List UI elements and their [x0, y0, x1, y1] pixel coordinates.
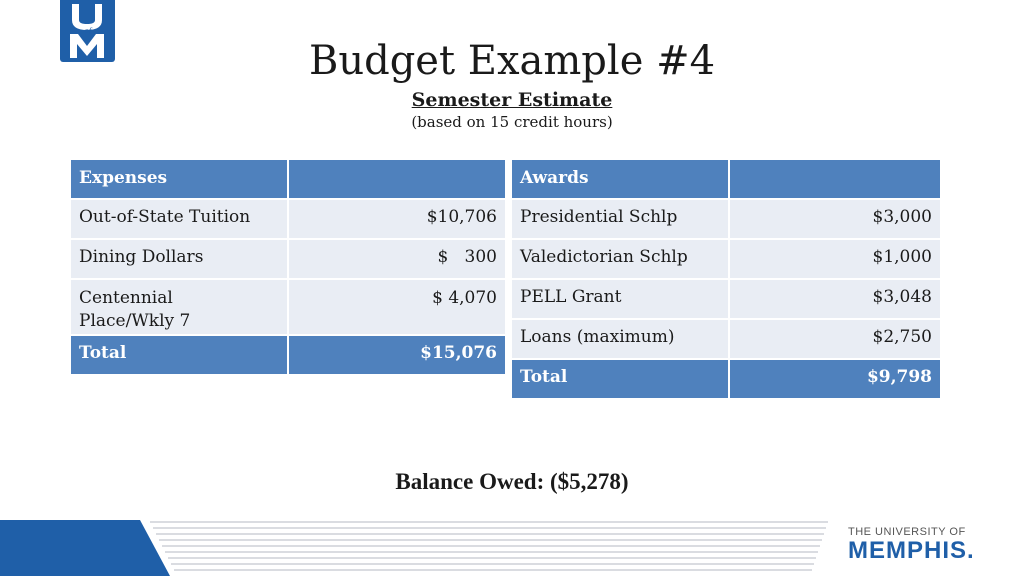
award-amount: $3,048: [729, 279, 941, 319]
university-wordmark: [848, 526, 996, 562]
expenses-header: Expenses: [70, 159, 288, 199]
expense-label-line1: Centennial: [79, 288, 173, 308]
expense-label-line2: Place/Wkly 7: [79, 311, 191, 331]
credit-hours-note: (based on 15 credit hours): [411, 113, 613, 131]
expenses-total-label: Total: [70, 335, 288, 375]
page-title: Budget Example #4: [308, 38, 716, 84]
award-label: PELL Grant: [511, 279, 729, 319]
awards-total-label: Total: [511, 359, 729, 399]
award-amount: $1,000: [729, 239, 941, 279]
table-header-row: [70, 159, 506, 199]
table-row: [511, 319, 941, 359]
table-row: [511, 279, 941, 319]
wordmark-top: THE UNIVERSITY OF: [848, 526, 966, 538]
expense-label: [70, 239, 288, 279]
award-label: Loans (maximum): [511, 319, 729, 359]
page-subtitle: Semester Estimate: [411, 89, 613, 111]
awards-table: [510, 158, 942, 400]
total-row: [70, 335, 506, 375]
balance-owed: Balance Owed: ($5,278): [395, 469, 629, 494]
expense-label: Out-of-State Tuition: [70, 199, 288, 239]
table-row: [511, 199, 941, 239]
expenses-header-blank: [288, 159, 506, 199]
awards-header-blank: [729, 159, 941, 199]
awards-header: Awards: [511, 159, 729, 199]
expense-label-text: Dining Dollars: [79, 247, 204, 267]
expense-label: [70, 279, 288, 335]
table-row: [70, 239, 506, 279]
wordmark-main: MEMPHIS.: [848, 537, 975, 564]
expenses-table: [69, 158, 507, 376]
table-row: [70, 199, 506, 239]
table-row: [511, 239, 941, 279]
expense-amount-text: $ 300: [437, 247, 497, 267]
expense-amount: $ 4,070: [288, 279, 506, 335]
table-row: [70, 279, 506, 335]
expense-amount: $10,706: [288, 199, 506, 239]
expense-amount: [288, 239, 506, 279]
svg-text:of: of: [84, 27, 92, 35]
footer-stripes: [150, 522, 828, 570]
expenses-total-amount: $15,076: [288, 335, 506, 375]
table-header-row: [511, 159, 941, 199]
awards-total-amount: $9,798: [729, 359, 941, 399]
footer-blue-wedge: [0, 520, 170, 576]
award-label: Presidential Schlp: [511, 199, 729, 239]
award-amount: $2,750: [729, 319, 941, 359]
total-row: [511, 359, 941, 399]
award-label: Valedictorian Schlp: [511, 239, 729, 279]
award-amount: $3,000: [729, 199, 941, 239]
